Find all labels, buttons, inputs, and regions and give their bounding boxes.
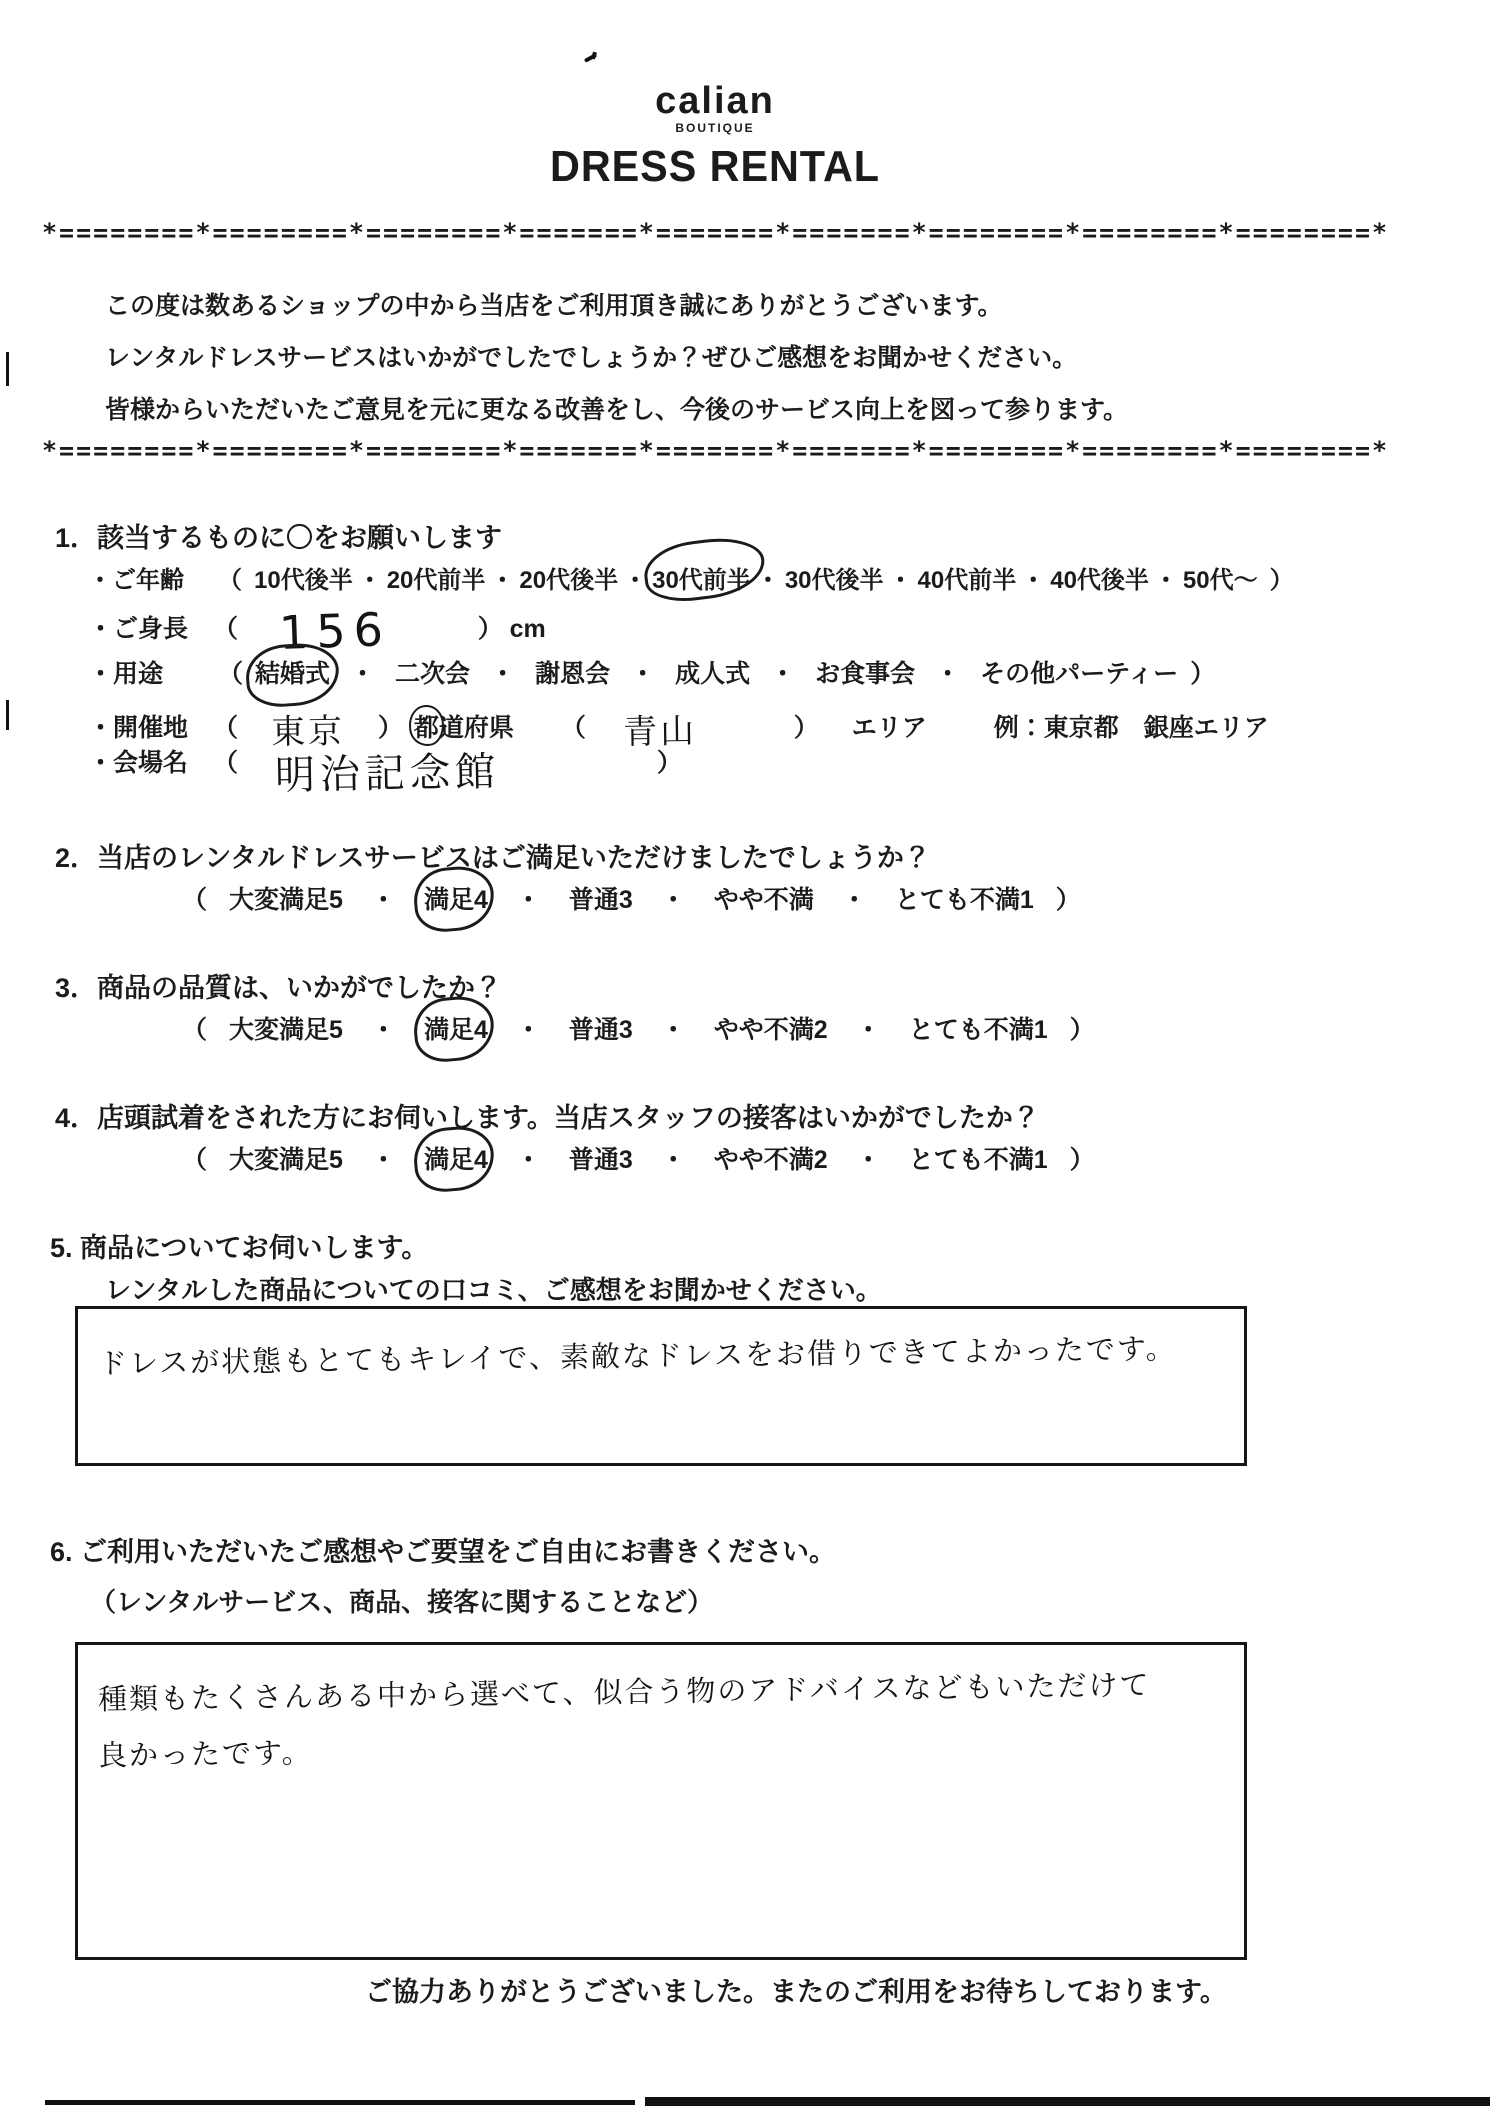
option: 普通3 — [568, 886, 633, 914]
brand-sub-label: BOUTIQUE — [675, 121, 755, 135]
open-paren: （ — [212, 749, 238, 777]
brand-logo: calian — [655, 80, 775, 122]
option: 二次会 — [395, 660, 471, 688]
intro-line-3: 皆様からいただいたご意見を元に更なる改善をし、今後のサービス向上を図って参ります。 — [105, 396, 1129, 424]
option-separator: ・ — [623, 567, 648, 594]
option: 40代後半 — [1050, 567, 1149, 594]
option-circled: 満足4 — [424, 880, 488, 916]
q5-handwritten-answer: ドレスが状態もとてもキレイで、素敵なドレスをお借りできてよかったです。 — [97, 1331, 1177, 1381]
open-paren: （ — [218, 660, 244, 688]
scan-artifact — [45, 2100, 635, 2105]
q1-venue-label: ・会場名 — [88, 749, 189, 777]
open-paren: （ — [560, 714, 586, 742]
open-paren: （ — [212, 615, 238, 643]
option-circled: 満足4 — [424, 1010, 488, 1046]
option: その他パーティー — [980, 660, 1179, 688]
open-paren: （ — [182, 886, 208, 914]
close-paren: ） — [377, 714, 403, 742]
option-separator: ・ — [515, 1146, 541, 1174]
q4-options — [160, 1140, 1117, 1176]
q1-age-row — [88, 560, 1306, 595]
option: 謝恩会 — [535, 660, 611, 688]
option-circled: 30代前半 — [652, 560, 751, 595]
option: 20代後半 — [519, 567, 619, 594]
scan-artifact — [6, 352, 9, 386]
option: お食事会 — [815, 660, 916, 688]
q6-handwritten-answer-line2: 良かったです。 — [97, 1735, 313, 1773]
option-separator: ・ — [770, 660, 796, 688]
option-separator: ・ — [357, 567, 382, 594]
q1-age-options — [206, 567, 1306, 594]
option-separator: ・ — [350, 660, 376, 688]
option: 成人式 — [675, 660, 751, 688]
scan-artifact — [6, 700, 9, 730]
close-paren: ） — [793, 714, 819, 742]
intro-text — [105, 280, 1128, 436]
page-title: DRESS RENTAL — [550, 142, 880, 191]
open-paren: （ — [212, 714, 238, 742]
q1-title: 1．該当するものに〇をお願いします — [55, 523, 503, 553]
q1-prefecture-handwritten-value: 東京 — [270, 711, 346, 753]
option-separator: ・ — [1153, 567, 1178, 594]
option-separator: ・ — [660, 886, 686, 914]
footer-thanks-text: ご協力ありがとうございました。またのご利用をお待ちしております。 — [365, 1977, 1227, 2007]
q1-pref-unit-rest: 道府県 — [438, 714, 514, 742]
option-separator: ・ — [490, 567, 515, 594]
q1-area-unit: エリア — [851, 714, 927, 742]
divider-line-top: *========*========*========*=======*=======*=======*========*========*========* — [42, 218, 1390, 247]
option: 大変満足5 — [229, 1146, 343, 1174]
open-paren: （ — [182, 1016, 208, 1044]
option: とても不満1 — [894, 886, 1034, 914]
option-separator: ・ — [855, 1016, 881, 1044]
q1-purpose-row — [88, 654, 1227, 690]
q6-title: 6. ご利用いただいたご感想やご要望をご自由にお書きください。 — [50, 1537, 837, 1567]
option: やや不満 — [713, 886, 814, 914]
scan-artifact — [645, 2097, 1490, 2106]
option-separator: ・ — [855, 1146, 881, 1174]
q1-pref-unit-circled: 都 — [414, 708, 439, 744]
option: やや不満2 — [713, 1016, 828, 1044]
close-paren: ） — [1190, 660, 1216, 688]
q1-purpose-label: ・用途 — [88, 660, 164, 688]
q2-options — [160, 880, 1103, 916]
scan-artifact — [591, 52, 597, 60]
q6-handwritten-answer-line1: 種類もたくさんある中から選べて、似合う物のアドバイスなどもいただけて — [97, 1667, 1151, 1717]
q1-location-label: ・開催地 — [88, 714, 189, 742]
option-separator: ・ — [630, 660, 656, 688]
option-separator: ・ — [888, 567, 913, 594]
q1-area-handwritten-value: 青山 — [622, 711, 698, 753]
option-separator: ・ — [841, 886, 867, 914]
option: とても不満1 — [908, 1016, 1048, 1044]
close-paren: ） — [1069, 1016, 1095, 1044]
divider-line-bottom: *========*========*========*=======*=======*=======*========*========*========* — [42, 436, 1390, 465]
q5-answer-box — [75, 1306, 1247, 1466]
option-separator: ・ — [515, 1016, 541, 1044]
q3-title: 3．商品の品質は、いかがでしたか？ — [55, 973, 503, 1003]
option-separator: ・ — [755, 567, 780, 594]
q1-age-label: ・ご年齢 — [88, 567, 184, 594]
option-separator: ・ — [1021, 567, 1046, 594]
option-separator: ・ — [660, 1016, 686, 1044]
option-separator: ・ — [370, 1146, 396, 1174]
option: とても不満1 — [908, 1146, 1048, 1174]
option: 大変満足5 — [229, 886, 343, 914]
option-separator: ・ — [515, 886, 541, 914]
option: 普通3 — [568, 1146, 633, 1174]
intro-line-2: レンタルドレスサービスはいかがでしたでしょうか？ぜひご感想をお聞かせください。 — [105, 344, 1078, 372]
q1-location-example: 例：東京都 銀座エリア — [993, 714, 1269, 742]
option: やや不満2 — [713, 1146, 828, 1174]
q6-subtitle: （レンタルサービス、商品、接客に関することなど） — [90, 1587, 714, 1617]
open-paren: （ — [218, 567, 242, 594]
option: 普通3 — [568, 1016, 633, 1044]
q3-options — [160, 1010, 1117, 1046]
q1-venue-handwritten-value: 明治記念館 — [274, 749, 501, 799]
close-paren: ） — [1055, 886, 1081, 914]
q1-height-label: ・ご身長 — [88, 615, 189, 643]
q1-purpose-options — [206, 660, 1227, 688]
q6-answer-box — [75, 1642, 1247, 1960]
option: 50代～ — [1182, 567, 1258, 594]
option-separator: ・ — [490, 660, 516, 688]
open-paren: （ — [182, 1146, 208, 1174]
q2-title: 2．当店のレンタルドレスサービスはご満足いただけましたでしょうか？ — [55, 843, 931, 873]
q1-height-unit: cm — [509, 615, 546, 643]
close-paren: ） — [656, 749, 682, 777]
option: 30代後半 — [784, 567, 884, 594]
q1-venue-row — [88, 742, 682, 799]
option: 20代前半 — [386, 567, 486, 594]
option: 40代前半 — [917, 567, 1017, 594]
option-circled: 満足4 — [424, 1140, 488, 1176]
close-paren: ） — [1069, 1146, 1095, 1174]
intro-line-1: この度は数あるショップの中から当店をご利用頂き誠にありがとうございます。 — [105, 292, 1003, 320]
option-separator: ・ — [370, 886, 396, 914]
q5-subtitle: レンタルした商品についての口コミ、ご感想をお聞かせください。 — [105, 1275, 882, 1305]
q1-height-handwritten-value: 156 — [278, 602, 392, 660]
q1-height-row — [88, 604, 546, 658]
q4-title: 4．店頭試着をされた方にお伺いします。当店スタッフの接客はいかがでしたか？ — [55, 1103, 1040, 1133]
option: 10代後半 — [254, 567, 353, 594]
close-paren: ） — [1269, 567, 1294, 594]
option-separator: ・ — [660, 1146, 686, 1174]
option-circled: 結婚式 — [255, 654, 330, 690]
option-separator: ・ — [370, 1016, 396, 1044]
option: 大変満足5 — [229, 1016, 343, 1044]
option-separator: ・ — [935, 660, 961, 688]
q5-title: 5. 商品についてお伺いします。 — [50, 1233, 429, 1263]
close-paren: ） — [477, 615, 503, 643]
